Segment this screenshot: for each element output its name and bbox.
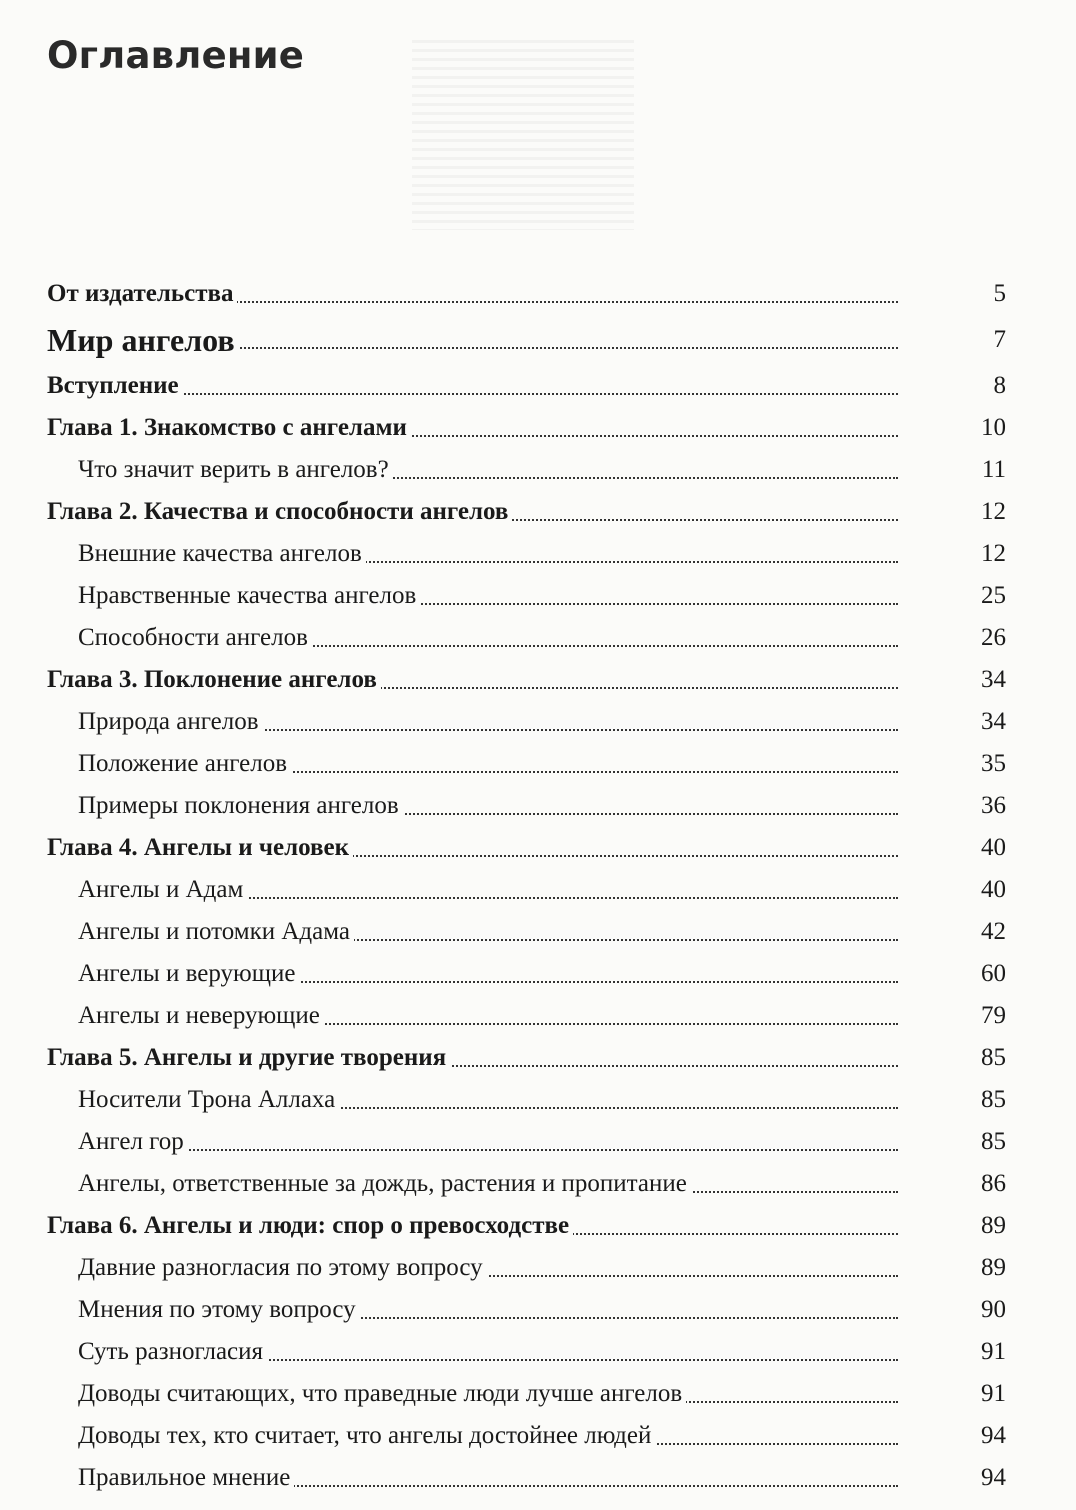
toc-entry-page: 34 [981, 666, 1006, 693]
toc-entry-title: Глава 3. Поклонение ангелов [47, 664, 381, 696]
toc-entry-page: 86 [981, 1170, 1006, 1197]
toc-entry-title: Нравственные качества ангелов [78, 580, 420, 612]
toc-entry-title: Суть разногласия [78, 1336, 267, 1368]
toc-entry-page: 89 [981, 1254, 1006, 1281]
toc-entry-page: 60 [981, 960, 1006, 987]
toc-entry-title: Глава 1. Знакомство с ангелами [47, 412, 411, 444]
toc-entry-page: 89 [981, 1212, 1006, 1239]
toc-entry[interactable] [0, 1158, 1076, 1200]
toc-entry[interactable] [0, 1116, 1076, 1158]
toc-entry-title: Примеры поклонения ангелов [78, 790, 403, 822]
toc-entry-page: 25 [981, 582, 1006, 609]
toc-entry-page: 36 [981, 792, 1006, 819]
toc-entry-page: 11 [981, 456, 1006, 483]
toc-entry-title: Внешние качества ангелов [78, 538, 366, 570]
toc-entry[interactable] [0, 268, 1076, 310]
toc-entry[interactable] [0, 780, 1076, 822]
toc-entry[interactable] [0, 402, 1076, 444]
toc-entry[interactable] [0, 1368, 1076, 1410]
toc-entry-page: 34 [981, 708, 1006, 735]
toc-entry-page: 12 [981, 498, 1006, 525]
toc-entry-title: Доводы тех, кто считает, что ангелы достойнее людей [78, 1420, 655, 1452]
toc-entry[interactable] [0, 822, 1076, 864]
toc-entry-title: Носители Трона Аллаха [78, 1084, 339, 1116]
toc-entry[interactable] [0, 654, 1076, 696]
toc-entry[interactable] [0, 1452, 1076, 1494]
toc-entry[interactable] [0, 314, 1076, 356]
toc-entry[interactable] [0, 444, 1076, 486]
toc-entry-title: Доводы считающих, что праведные люди лучше ангелов [78, 1378, 686, 1410]
toc-entry[interactable] [0, 1326, 1076, 1368]
toc-entry-page: 35 [981, 750, 1006, 777]
toc-entry-page: 85 [981, 1086, 1006, 1113]
toc-entry[interactable] [0, 1242, 1076, 1284]
toc-entry-page: 8 [993, 372, 1006, 399]
toc-entry-title: Вступление [47, 370, 183, 402]
toc-entry-page: 94 [981, 1422, 1006, 1449]
toc-entry-page: 5 [993, 280, 1006, 307]
toc-entry-page: 85 [981, 1128, 1006, 1155]
toc-entry-title: Давние разногласия по этому вопросу [78, 1252, 487, 1284]
toc-entry[interactable] [0, 906, 1076, 948]
toc-entry-page: 10 [981, 414, 1006, 441]
toc-entry[interactable] [0, 612, 1076, 654]
toc-entry[interactable] [0, 948, 1076, 990]
toc-entry[interactable] [0, 528, 1076, 570]
toc-entry[interactable] [0, 360, 1076, 402]
toc-entry-page: 90 [981, 1296, 1006, 1323]
toc-entry-page: 40 [981, 834, 1006, 861]
toc-entry-page: 42 [981, 918, 1006, 945]
toc-entry-page: 91 [981, 1380, 1006, 1407]
toc-entry-title: Ангелы и неверующие [78, 1000, 324, 1032]
toc-entry-title: Глава 5. Ангелы и другие творения [47, 1042, 450, 1074]
toc-entry-title: Что значит верить в ангелов? [78, 454, 393, 486]
toc-entry[interactable] [0, 486, 1076, 528]
toc-entry-title: Положение ангелов [78, 748, 291, 780]
toc-entry-title: Глава 6. Ангелы и люди: спор о превосходстве [47, 1210, 573, 1242]
toc-entry-title: От издательства [47, 278, 237, 310]
toc-entry-title: Мнения по этому вопросу [78, 1294, 360, 1326]
toc-entry[interactable] [0, 864, 1076, 906]
bleed-through-shadow [412, 40, 634, 230]
toc-entry-title: Ангелы и потомки Адама [78, 916, 354, 948]
page-title: Оглавление [47, 34, 305, 77]
toc-entry-title: Природа ангелов [78, 706, 263, 738]
toc-entry-title: Ангелы, ответственные за дождь, растения и пропитание [78, 1168, 691, 1200]
toc-entry-title: Мир ангелов [47, 324, 239, 356]
toc-entry[interactable] [0, 1074, 1076, 1116]
toc-entry-page: 26 [981, 624, 1006, 651]
toc-entry-title: Ангелы и верующие [78, 958, 299, 990]
toc-entry-page: 85 [981, 1044, 1006, 1071]
dot-leader [78, 1149, 898, 1151]
toc-entry-page: 91 [981, 1338, 1006, 1365]
toc-entry[interactable] [0, 1032, 1076, 1074]
toc-entry-page: 79 [981, 1002, 1006, 1029]
toc-entry[interactable] [0, 990, 1076, 1032]
toc-entry-title: Правильное мнение [78, 1462, 294, 1494]
toc-entry-title: Ангел гор [78, 1126, 188, 1158]
toc-entry-page: 12 [981, 540, 1006, 567]
toc-entry[interactable] [0, 570, 1076, 612]
toc-entry-title: Ангелы и Адам [78, 874, 247, 906]
toc-entry-page: 94 [981, 1464, 1006, 1491]
toc-entry[interactable] [0, 696, 1076, 738]
toc-entry-page: 40 [981, 876, 1006, 903]
toc-entry-title: Глава 2. Качества и способности ангелов [47, 496, 512, 528]
toc-entry-title: Способности ангелов [78, 622, 312, 654]
toc-entry[interactable] [0, 738, 1076, 780]
toc-entry[interactable] [0, 1200, 1076, 1242]
toc-entry-page: 7 [993, 326, 1006, 353]
toc-entry-title: Глава 4. Ангелы и человек [47, 832, 353, 864]
toc-entry[interactable] [0, 1410, 1076, 1452]
toc-entry[interactable] [0, 1284, 1076, 1326]
